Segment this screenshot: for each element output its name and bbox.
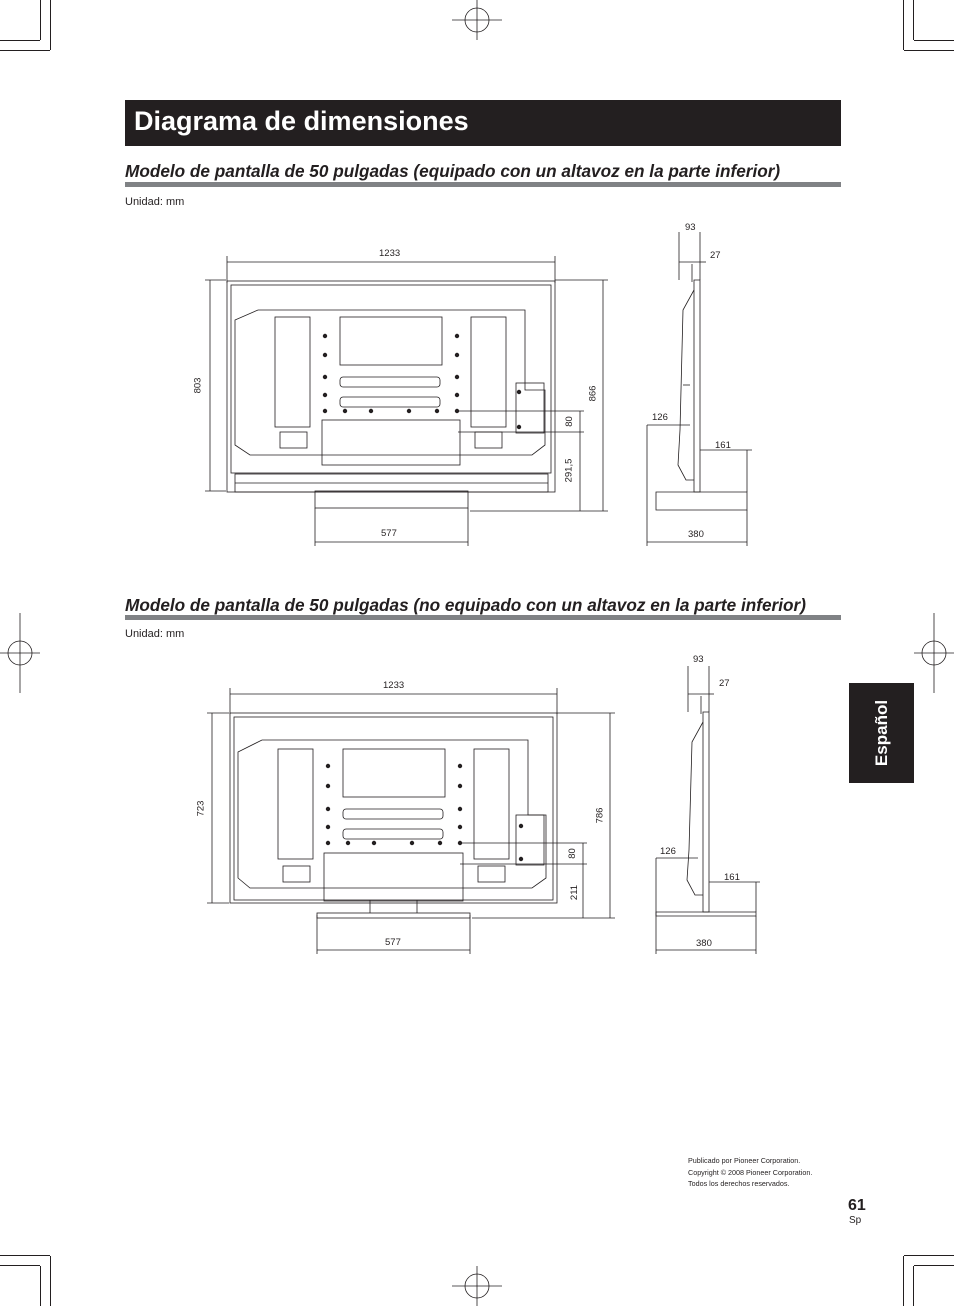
- footer-line-2: Copyright © 2008 Pioneer Corporation.: [688, 1167, 813, 1177]
- dim-1-stand-depth-half: 161: [715, 440, 731, 451]
- language-tab-label: Español: [871, 699, 891, 767]
- section-2-unit: Unidad: mm: [125, 628, 185, 640]
- dim-1-depth-panel: 27: [710, 250, 721, 261]
- dim-2-stand-depth-half: 161: [724, 872, 740, 883]
- dim-1-depth-lower: 126: [652, 412, 668, 423]
- dim-2-stand-width: 577: [385, 937, 401, 948]
- page-number: 61: [848, 1197, 866, 1214]
- dim-1-mount-spacing: 80: [563, 416, 575, 427]
- dim-1-total-height: 866: [587, 385, 599, 402]
- dim-1-panel-height: 803: [192, 377, 204, 394]
- footer-line-1: Publicado por Pioneer Corporation.: [688, 1156, 801, 1165]
- language-tab: [849, 683, 914, 783]
- dim-1-depth-total: 93: [685, 222, 696, 233]
- dim-1-width: 1233: [379, 248, 401, 259]
- dim-2-mount-spacing: 80: [566, 848, 578, 859]
- page-suffix: Sp: [849, 1215, 862, 1226]
- dim-2-panel-height: 723: [195, 800, 207, 817]
- dim-2-stand-depth: 380: [696, 938, 712, 949]
- dim-1-stand-width: 577: [381, 528, 397, 539]
- dim-1-stand-depth: 380: [688, 529, 704, 540]
- dim-2-stand-height: 211: [569, 884, 581, 901]
- dim-1-stand-height: 291,5: [563, 458, 575, 483]
- footer-copyright: [688, 1155, 858, 1190]
- dim-2-total-height: 786: [594, 807, 606, 824]
- dim-2-depth-lower: 126: [660, 846, 676, 857]
- dim-2-width: 1233: [383, 680, 405, 691]
- footer-line-3: Todos los derechos reservados.: [688, 1179, 790, 1188]
- section-1-unit: Unidad: mm: [125, 196, 185, 208]
- page-title: Diagrama de dimensiones: [134, 106, 469, 136]
- dim-2-depth-total: 93: [693, 654, 704, 665]
- section-2-heading: Modelo de pantalla de 50 pulgadas (no equipado con un altavoz en la parte inferior): [125, 595, 806, 615]
- dim-2-depth-panel: 27: [719, 678, 730, 689]
- section-1-heading: Modelo de pantalla de 50 pulgadas (equipado con un altavoz en la parte inferior): [125, 161, 781, 181]
